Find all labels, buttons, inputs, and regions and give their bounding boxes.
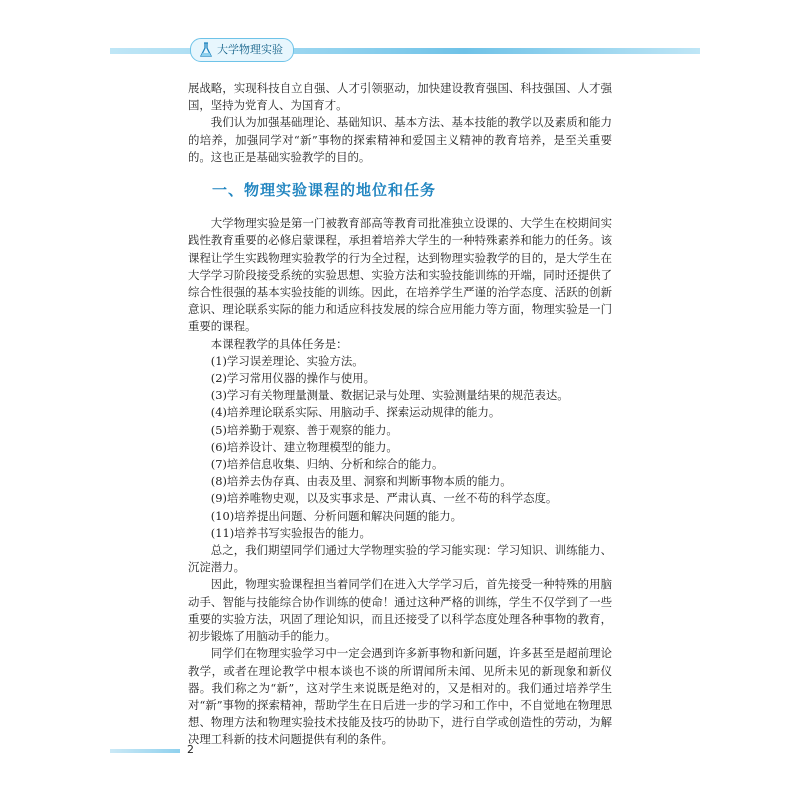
paragraph: 展战略，实现科技自立自强、人才引领驱动，加快建设教育强国、科技强国、人才强国，坚持为党育人、为国育才。 — [188, 81, 612, 113]
paragraph: 同学们在物理实验学习中一定会遇到许多新事物和新问题，许多甚至是超前理论教学，或者在理论教学中根本谈也不谈的所谓闻所未闻、见所未见的新现象和新仪器。我们称之为“新”，这对学生来说既是绝对的，又是相对的。我们通过培养学生对“新”事物的探索精神，帮助学生在日后进一步的学习和工作中，不自觉地在物理思想、物理方法和物理实验技术技能及技巧的协助下，进行自学或创造性的劳动，为解决理工科新的技术问题提供有利的条件。 — [188, 646, 612, 747]
page-number: 2 — [187, 743, 194, 756]
page-content — [188, 80, 612, 749]
task-item: (8)培养去伪存真、由表及里、洞察和判断事物本质的能力。 — [210, 474, 512, 489]
task-item: (5)培养勤于观察、善于观察的能力。 — [210, 422, 398, 437]
header-title: 大学物理实验 — [217, 43, 283, 56]
task-item: (2)学习常用仪器的操作与使用。 — [210, 371, 376, 386]
paragraph: 我们认为加强基础理论、基础知识、基本方法、基本技能的教学以及素质和能力的培养，加强同学对“新”事物的探索精神和爱国主义精神的教育培养，是至关重要的。这也正是基础实验教学的目的。 — [188, 115, 612, 164]
footer-decorative-line — [110, 749, 180, 753]
tasks-intro: 本课程教学的具体任务是： — [210, 336, 348, 351]
section-heading: 一、物理实验课程的地位和任务 — [212, 181, 437, 200]
task-item: (11)培养书写实验报告的能力。 — [210, 525, 371, 540]
paragraph: 总之，我们期望同学们通过大学物理实验的学习能实现：学习知识、训练能力、沉淀潜力。 — [188, 543, 612, 575]
task-item: (1)学习误差理论、实验方法。 — [210, 353, 364, 368]
task-item: (7)培养信息收集、归纳、分析和综合的能力。 — [210, 457, 444, 472]
task-item: (10)培养提出问题、分析问题和解决问题的能力。 — [210, 508, 462, 523]
flask-icon — [199, 42, 213, 58]
paragraph: 因此，物理实验课程担当着同学们在进入大学学习后，首先接受一种特殊的用脑动手、智能与技能综合协作训练的使命！通过这种严格的训练，学生不仅学到了一些重要的实验方法，巩固了理论知识，而且还接受了以科学态度处理各种事物的教育，初步锻炼了用脑动手的能力。 — [188, 577, 612, 644]
task-item: (6)培养设计、建立物理模型的能力。 — [210, 439, 398, 454]
running-header — [110, 38, 700, 64]
task-item: (3)学习有关物理量测量、数据记录与处理、实验测量结果的规范表达。 — [210, 388, 569, 403]
task-item: (9)培养唯物史观，以及实事求是、严肃认真、一丝不苟的科学态度。 — [210, 491, 558, 506]
header-tab — [190, 38, 294, 62]
paragraph: 大学物理实验是第一门被教育部高等教育司批准独立设课的、大学生在校期间实践性教育重要的必修启蒙课程，承担着培养大学生的一种特殊素养和能力的任务。该课程让学生实践物理实验教学的行为全过程，达到物理实验教学的目的，是大学生在大学学习阶段接受系统的实验思想、实验方法和实验技能训练的开端，同时还提供了综合性很强的基本实验技能的训练。因此，在培养学生严谨的治学态度、活跃的创新意识、理论联系实际的能力和适应科技发展的综合应用能力等方面，物理实验是一门重要的课程。 — [188, 216, 612, 334]
task-item: (4)培养理论联系实际、用脑动手、探索运动规律的能力。 — [210, 405, 501, 420]
